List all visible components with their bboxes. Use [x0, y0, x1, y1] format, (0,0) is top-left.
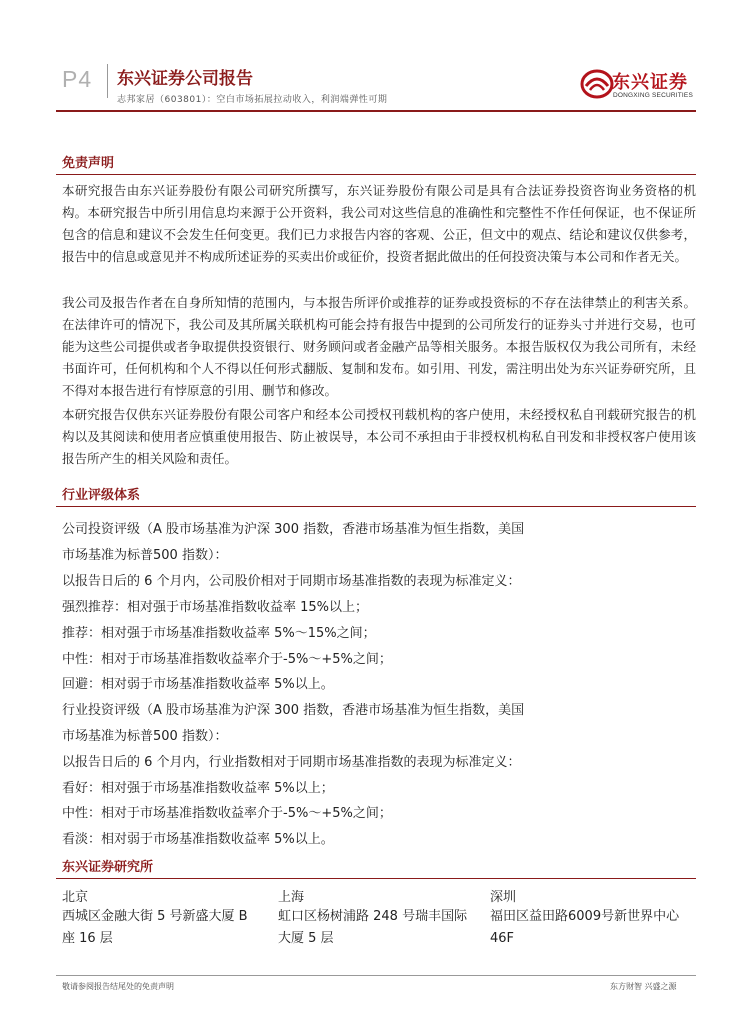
office-address-shanghai — [278, 906, 488, 950]
office-city-shanghai: 上海 — [278, 890, 305, 905]
rating-line: 推荐：相对强于市场基准指数收益率 5%～15%之间； — [62, 626, 376, 641]
logo-subtitle: DONGXING SECURITIES — [613, 92, 694, 99]
rating-line: 中性：相对于市场基准指数收益率介于-5%～+5%之间； — [62, 806, 392, 821]
office-city-beijing: 北京 — [62, 890, 89, 905]
disclaimer-title: 免责声明 — [62, 156, 115, 171]
footer-slogan: 东方财智 兴盛之源 — [610, 982, 677, 991]
header-rule — [56, 110, 696, 112]
rating-line: 以报告日后的 6 个月内，公司股价相对于同期市场基准指数的表现为标准定义： — [62, 574, 521, 589]
rating-system-rule — [56, 506, 696, 507]
office-address-beijing — [62, 906, 272, 950]
rating-line: 以报告日后的 6 个月内，行业指数相对于同期市场基准指数的表现为标准定义： — [62, 755, 521, 770]
logo-text: 东兴证券 — [612, 72, 688, 93]
rating-line: 回避：相对弱于市场基准指数收益率 5%以上。 — [62, 677, 334, 692]
address-line: 福田区益田路6009号新世界中心 — [490, 909, 680, 924]
disclaimer-rule — [56, 174, 696, 175]
address-line: 大厦 5 层 — [278, 931, 334, 946]
rating-line: 强烈推荐：相对强于市场基准指数收益率 15%以上； — [62, 600, 369, 615]
rating-line: 市场基准为标普500 指数）： — [62, 729, 228, 744]
address-line: 座 16 层 — [62, 931, 113, 946]
disclaimer-paragraph: 我公司及报告作者在自身所知情的范围内，与本报告所评价或推荐的证券或投资标的不存在法律禁止的利害关系。在法律许可的情况下，我公司及其所属关联机构可能会持有报告中提到的公司所发行的证券头寸并进行交易，也可能为这些公司提供或者争取提供投资银行、财务顾问或者金融产品等相关服务。本报告版权仅为我公司所有，未经书面许可，任何机构和个人不得以任何形式翻版、复制和发布。如引用、刊发，需注明出处为东兴证券研究所，且不得对本报告进行有悖原意的引用、删节和修改。 — [62, 295, 696, 398]
report-title: 东兴证券公司报告 — [117, 69, 253, 89]
rating-line: 看淡：相对弱于市场基准指数收益率 5%以上。 — [62, 832, 334, 847]
disclaimer-paragraph: 本研究报告由东兴证券股份有限公司研究所撰写，东兴证券股份有限公司是具有合法证券投资咨询业务资格的机构。本研究报告中所引用信息均来源于公开资料，我公司对这些信息的准确性和完整性不作任何保证，也不保证所包含的信息和建议不会发生任何变更。我们已力求报告内容的客观、公正，但文中的观点、结论和建议仅供参考，报告中的信息或意见并不构成所述证券的买卖出价或征价，投资者据此做出的任何投资决策与本公司和作者无关。 — [62, 183, 696, 264]
address-line: 虹口区杨树浦路 248 号瑞丰国际 — [278, 909, 468, 924]
disclaimer-paragraph: 本研究报告仅供东兴证券股份有限公司客户和经本公司授权刊载机构的客户使用，未经授权私自刊载研究报告的机构以及其阅读和使用者应慎重使用报告、防止被误导，本公司不承担由于非授权机构私自刊发和非授权客户使用该报告所产生的相关风险和责任。 — [62, 407, 696, 466]
address-line: 西城区金融大街 5 号新盛大厦 B — [62, 909, 248, 924]
rating-system-title: 行业评级体系 — [62, 488, 141, 503]
rating-line: 行业投资评级（A 股市场基准为沪深 300 指数，香港市场基准为恒生指数，美国 — [62, 703, 525, 718]
office-city-shenzhen: 深圳 — [490, 890, 517, 905]
page-number: P4 — [62, 66, 93, 92]
footer-disclaimer-note: 敬请参阅报告结尾处的免责声明 — [62, 982, 174, 991]
rating-line: 中性：相对于市场基准指数收益率介于-5%～+5%之间； — [62, 652, 392, 667]
rating-line: 看好：相对强于市场基准指数收益率 5%以上； — [62, 781, 334, 796]
footer-rule — [56, 975, 696, 976]
header-divider — [107, 64, 108, 98]
institute-rule — [56, 878, 696, 879]
address-line: 46F — [490, 931, 515, 946]
report-subtitle: 志邦家居（603801）：空白市场拓展拉动收入，利润端弹性可期 — [117, 95, 388, 105]
rating-line: 公司投资评级（A 股市场基准为沪深 300 指数，香港市场基准为恒生指数，美国 — [62, 522, 525, 537]
institute-title: 东兴证券研究所 — [62, 860, 154, 875]
office-address-shenzhen — [490, 906, 696, 950]
rating-line: 市场基准为标普500 指数）： — [62, 548, 228, 563]
